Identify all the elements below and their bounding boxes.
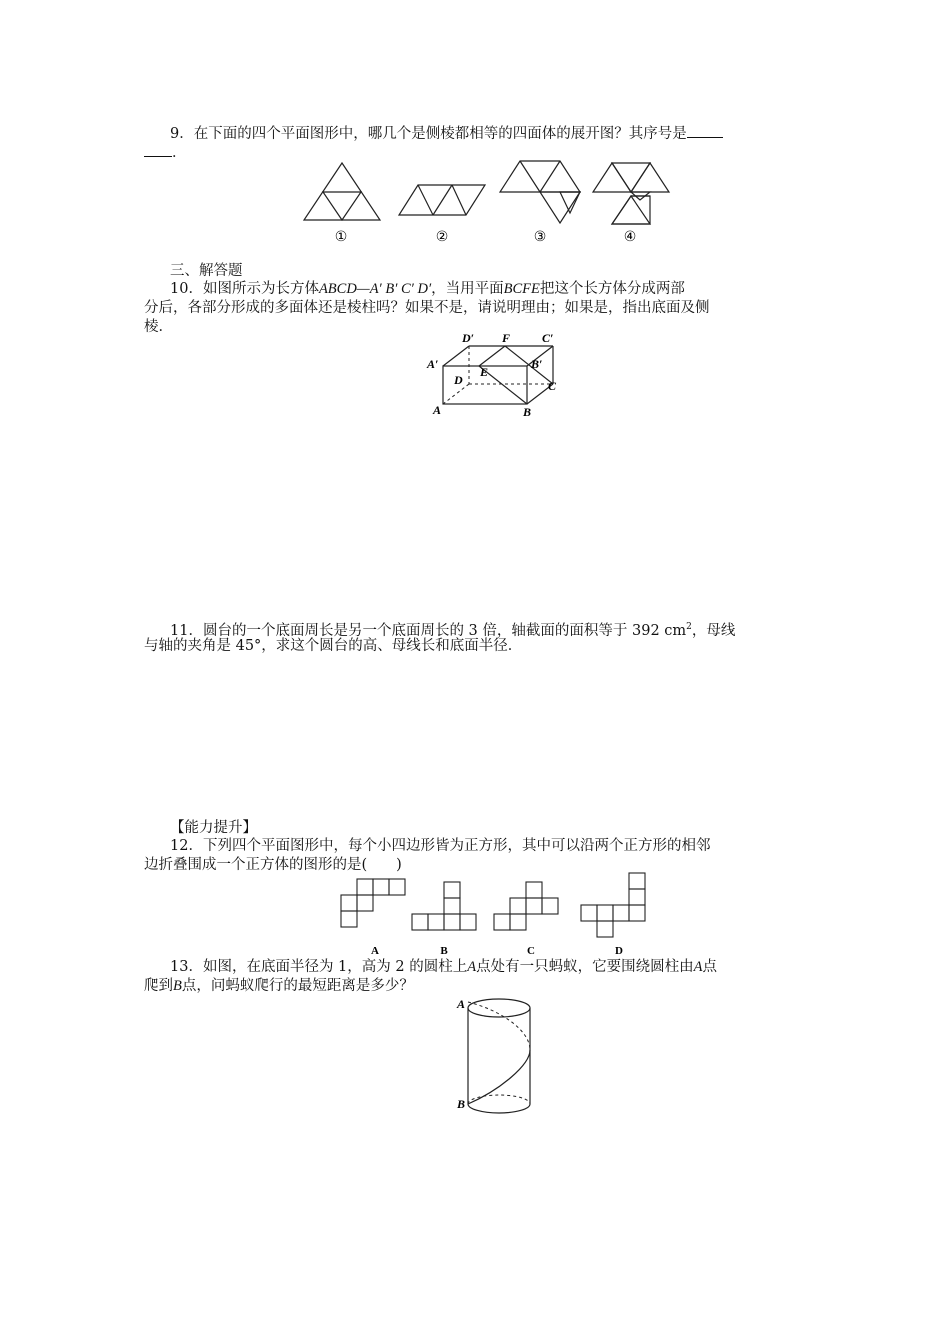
q10-label-a: A bbox=[433, 403, 442, 417]
q11-text-line2: 与轴的夹角是 45°，求这个圆台的高、母线长和底面半径． bbox=[144, 638, 523, 654]
q13-label-b: B bbox=[457, 1097, 466, 1111]
q12-text-line2: 边折叠围成一个正方体的图形的是( ) bbox=[144, 857, 402, 873]
q10-label-b: B bbox=[523, 405, 532, 419]
q9-period: ． bbox=[172, 145, 187, 161]
q12-net-a bbox=[341, 879, 405, 927]
q11-stem-cont: ，母线 bbox=[691, 622, 736, 639]
q12-option-b: B bbox=[440, 945, 448, 957]
section-3-title: 三、解答题 bbox=[170, 263, 243, 279]
q10-label-a-prime: A′ bbox=[427, 357, 439, 371]
q10-prefix: 10．如图所示为长方体 bbox=[170, 281, 319, 297]
q10-label-e: E bbox=[480, 365, 489, 379]
q10-label-c: C bbox=[548, 379, 557, 393]
q12-option-d: D bbox=[615, 945, 623, 957]
q9-stem: 9．在下面的四个平面图形中，哪几个是侧棱都相等的四面体的展开图？其序号是 bbox=[170, 126, 687, 142]
q9-figure-3 bbox=[500, 161, 580, 223]
q9-text-line1 bbox=[170, 125, 723, 144]
q10-label-b-prime: B′ bbox=[531, 357, 543, 371]
q13-stem-cont-2: 点 bbox=[702, 959, 717, 975]
q9-label-4: ④ bbox=[623, 229, 637, 245]
q10-label-c-prime: C′ bbox=[542, 331, 554, 345]
q10-plane-name: BCFE bbox=[503, 281, 540, 297]
q12-figures bbox=[0, 870, 950, 960]
q10-cuboid-figure bbox=[0, 330, 950, 420]
q13-line2-start: 爬到 bbox=[144, 978, 173, 994]
q10-text-line3: 棱． bbox=[144, 319, 173, 335]
q11-stem: 11．圆台的一个底面周长是另一个底面周长的 3 倍，轴截面的面积等于 392 cm bbox=[170, 622, 687, 639]
q10-solid-name: ABCD—A′ B′ C′ D′ bbox=[318, 281, 432, 297]
q13-stem-cont: 点处有一只蚂蚁，它要围绕圆柱由 bbox=[476, 959, 694, 975]
q9-answer-blank bbox=[687, 125, 723, 138]
q12-net-c bbox=[494, 882, 558, 930]
q9-figure-1 bbox=[304, 163, 380, 220]
q13-point-a-2: A bbox=[693, 959, 703, 975]
q11-unit-exponent: 2 bbox=[686, 622, 692, 632]
q10-label-d: D bbox=[454, 373, 463, 387]
q12-net-b bbox=[412, 882, 476, 930]
q9-figure-2 bbox=[399, 185, 485, 215]
q10-mid: ，当用平面 bbox=[431, 281, 504, 297]
q10-label-f: F bbox=[502, 331, 511, 345]
q12-text-line1: 12．下列四个平面图形中，每个小四边形皆为正方形，其中可以沿两个正方形的相邻 bbox=[170, 838, 711, 854]
q13-text-line1 bbox=[170, 958, 717, 977]
q9-figure-4 bbox=[593, 163, 669, 224]
q12-option-c: C bbox=[527, 945, 535, 957]
q9-label-3: ③ bbox=[533, 229, 547, 245]
q9-figures bbox=[0, 155, 950, 255]
q10-label-d-prime: D′ bbox=[462, 331, 475, 345]
q13-point-b: B bbox=[173, 978, 182, 994]
ability-section-title: 【能力提升】 bbox=[170, 820, 257, 836]
q12-net-d bbox=[581, 873, 645, 937]
q13-point-a: A bbox=[467, 959, 477, 975]
q9-label-2: ② bbox=[435, 229, 449, 245]
q10-text-line1 bbox=[170, 280, 685, 299]
q13-line2-end: 点，问蚂蚁爬行的最短距离是多少？ bbox=[181, 978, 414, 994]
q9-label-1: ① bbox=[334, 229, 348, 245]
q13-label-a: A bbox=[457, 997, 466, 1011]
q10-suffix: 把这个长方体分成两部 bbox=[539, 281, 685, 297]
q12-option-a: A bbox=[371, 945, 379, 957]
q13-stem: 13．如图，在底面半径为 1，高为 2 的圆柱上 bbox=[170, 959, 468, 975]
q10-text-line2: 分后，各部分形成的多面体还是棱柱吗？如果不是，请说明理由；如果是，指出底面及侧 bbox=[144, 300, 710, 316]
q13-cylinder-figure bbox=[0, 990, 950, 1130]
